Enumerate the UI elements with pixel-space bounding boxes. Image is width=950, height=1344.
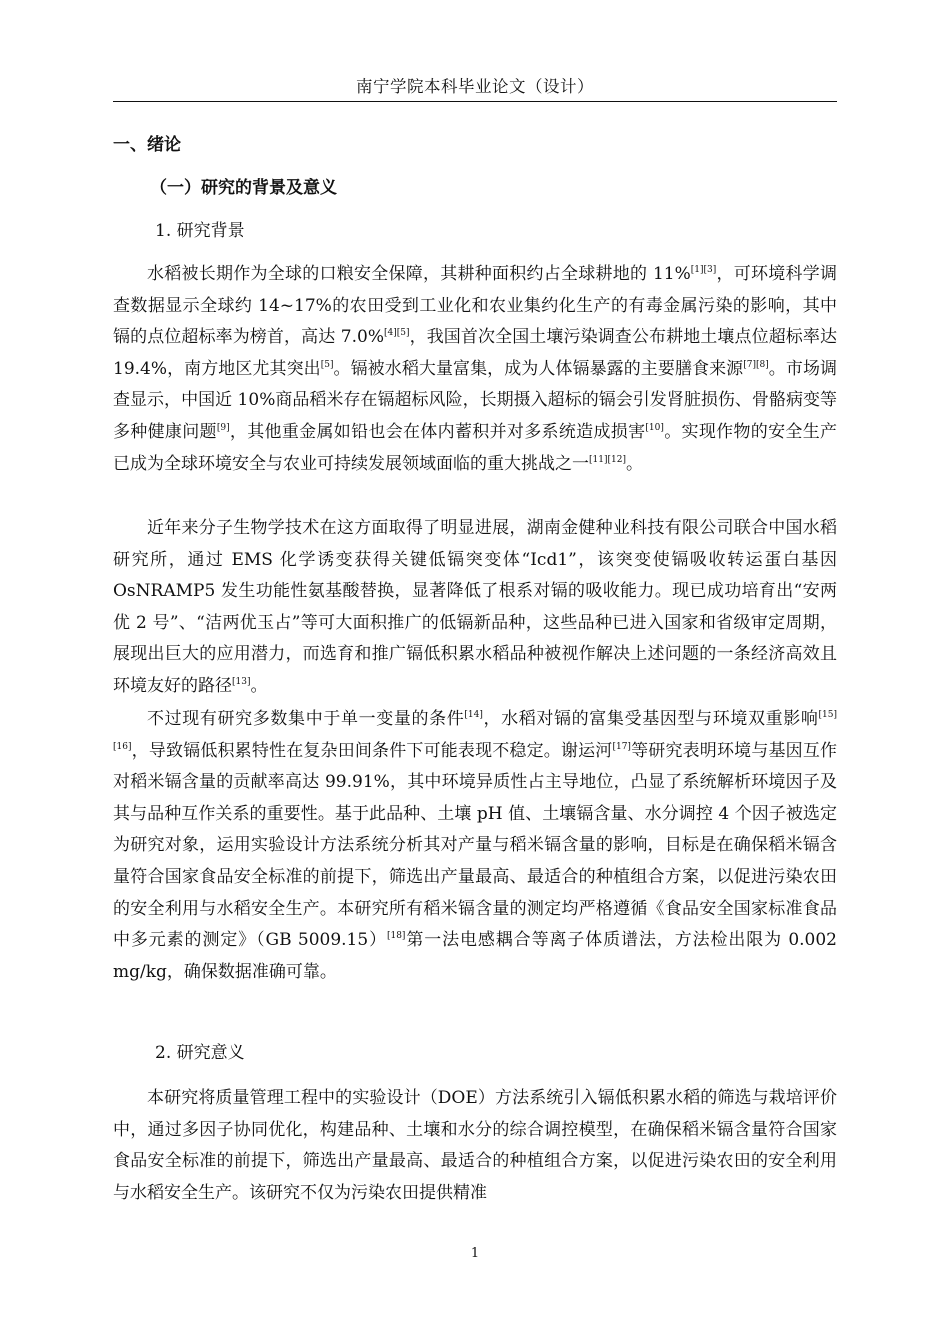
text-run: ，我国首次全国土壤污染调查公布耕地土壤点位超标率达 19.4%，南方地区尤其突出: [113, 327, 838, 379]
text-run: 。: [625, 453, 643, 474]
text-run: 不过现有研究多数集中于单一变量的条件: [147, 709, 465, 729]
paragraph-significance-1: [113, 1083, 837, 1209]
citation: [5]: [320, 359, 334, 370]
text-run: 。: [250, 675, 268, 696]
citation: [10]: [645, 422, 664, 433]
text-run: 本研究将质量管理工程中的实验设计（DOE）方法系统引入镉低积累水稻的筛选与栽培评价中，通过多因子协同优化，构建品种、土壤和水分的综合调控模型，在确保稻米镉含量符合国家食品安全标准的前提下，筛选出产量最高、最适合的种植组合方案，以促进污染农田的安全利用与水稻安全生产。该研究不仅为污染农田提供精准: [113, 1088, 837, 1203]
citation: [13]: [232, 676, 251, 687]
subsection-title-significance: 2. 研究意义: [155, 1043, 245, 1063]
text-run: 第一法电感耦合等离子体质谱法，方法检出限为 0.002 mg/kg，确保数据准确可靠。: [113, 930, 837, 982]
citation: [15][16]: [113, 710, 838, 752]
text-run: 近年来分子生物学技术在这方面取得了明显进展，湖南金健种业科技有限公司联合中国水稻研究所，通过 EMS 化学诱变获得关键低镉突变体“Icd1”，该突变使镉吸收转运蛋白基因 OsNRAMP5 发生功能性氨基酸替换，显著降低了根系对镉的吸收能力。现已成功培育出“安两优 2 号”、“洁两优玉占”等可大面积推广的低镉新品种，这些品种已进入国家和省级审定周期，展现出巨大的应用潜力，而选育和推广镉低积累水稻品种被视作解决上述问题的一条经济高效且环境友好的路径: [113, 518, 837, 696]
text-run: ，水稻对镉的富集受基因型与环境双重影响: [482, 709, 819, 729]
section-title: （一）研究的背景及意义: [150, 178, 337, 198]
text-run: ，导致镉低积累特性在复杂田间条件下可能表现不稳定。谢运河: [131, 740, 613, 761]
paragraph-background-1: [113, 259, 837, 480]
citation: [18]: [386, 931, 406, 942]
text-run: 。市场调查显示，中国近 10%商品稻米存在镉超标风险，长期摄入超标的镉会引发肾脏损伤、骨骼病变等多种健康问题: [113, 358, 838, 442]
citation: [4][5]: [384, 328, 410, 339]
citation: [9]: [216, 422, 230, 433]
page-header: 南宁学院本科毕业论文（设计）: [356, 77, 594, 96]
subsection-title-background: 1. 研究背景: [155, 221, 245, 241]
text-run: ，可环境科学调查数据显示全球约 14~17%的农田受到工业化和农业集约化生产的有毒金属污染的影响，其中镉的点位超标率为榜首，高达 7.0%: [113, 264, 837, 348]
text-run: 等研究表明环境与基因互作对稻米镉含量的贡献率高达 99.91%，其中环境异质性占主导地位，凸显了系统解析环境因子及其与品种互作关系的重要性。基于此品种、土壤 pH 值、土壤镉含量、水分调控 4 个因子被选定为研究对象，运用实验设计方法系统分析其对产量与稻米镉含量的影响，目标是在确保稻米镉含量符合国家食品安全标准的前提下，筛选出产量最高、最适合的种植组合方案，以促进污染农田的安全利用与水稻安全生产。本研究所有稻米镉含量的测定均严格遵循《食品安全国家标准食品中多元素的测定》（GB 5009.15）: [113, 740, 838, 951]
text-run: ，其他重金属如铅也会在体内蓄积并对多系统造成损害: [229, 421, 646, 442]
citation: [14]: [464, 710, 483, 720]
header-rule: [113, 101, 837, 102]
text-run: 。镉被水稻大量富集，成为人体镉暴露的主要膳食来源: [333, 358, 744, 379]
citation: [1][3]: [690, 265, 717, 275]
chapter-title: 一、绪论: [113, 135, 181, 155]
paragraph-background-3: [113, 704, 837, 988]
citation: [11][12]: [589, 454, 626, 465]
citation: [17]: [612, 741, 631, 752]
page-number: 1: [470, 1246, 480, 1261]
text-run: 水稻被长期作为全球的口粮安全保障，其耕种面积约占全球耕地的 11%: [147, 264, 691, 284]
text-run: 。实现作物的安全生产已成为全球环境安全与农业可持续发展领域面临的重大挑战之一: [113, 421, 838, 474]
citation: [7][8]: [743, 359, 769, 370]
paragraph-background-2: [113, 513, 837, 703]
